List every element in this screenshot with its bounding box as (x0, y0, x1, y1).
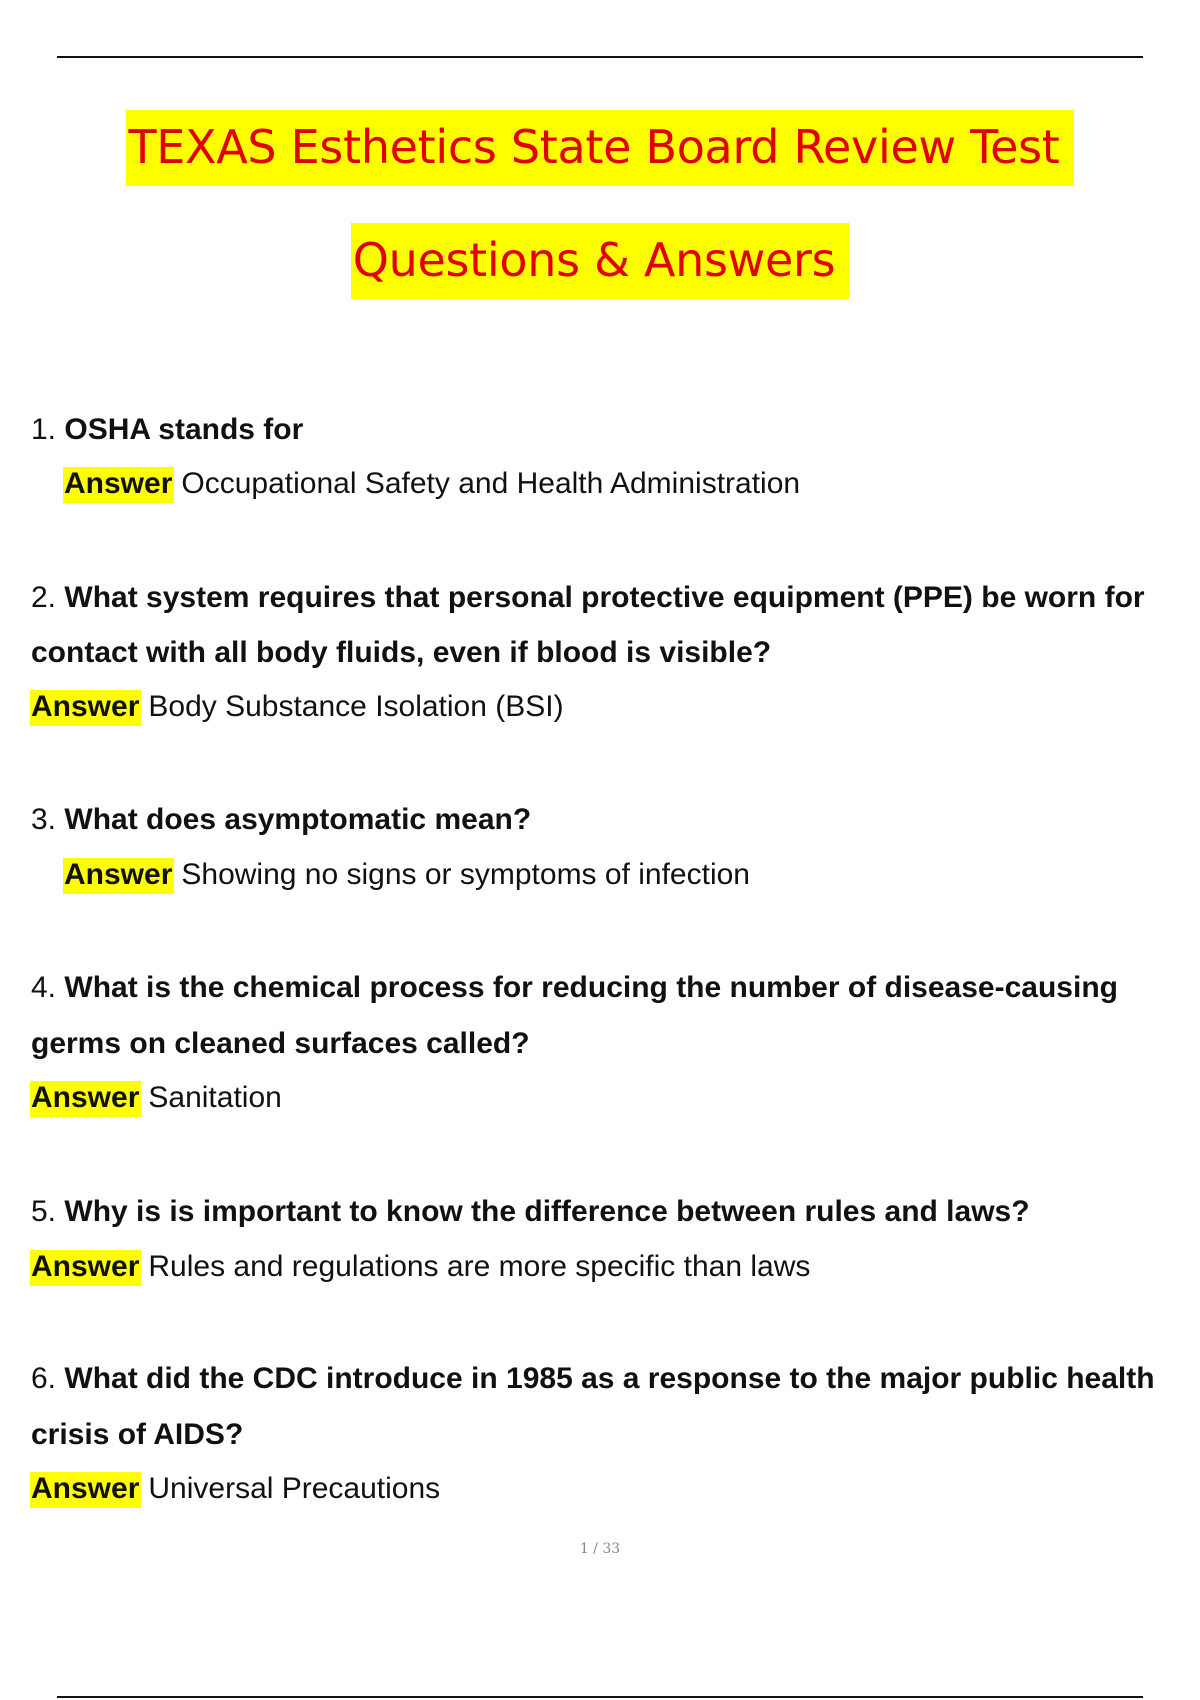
title-line-2 (0, 223, 1200, 299)
question-2-line-2: contact with all body fluids, even if blood is visible? (31, 636, 772, 669)
answer-2: Answer Body Substance Isolation (BSI) (30, 690, 564, 726)
answer-label: Answer (63, 467, 174, 503)
question-6: 6. What did the CDC introduce in 1985 as a response to the major public health (31, 1362, 1155, 1395)
bottom-divider (57, 1696, 1143, 1698)
question-2: 2. What system requires that personal protective equipment (PPE) be worn for (31, 581, 1145, 614)
answer-4: Answer Sanitation (30, 1081, 282, 1117)
question-4-line-2: germs on cleaned surfaces called? (31, 1027, 530, 1060)
question-4: 4. What is the chemical process for reducing the number of disease-causing (31, 971, 1118, 1004)
document-title: TEXAS Esthetics State Board Review Test (126, 110, 1073, 186)
page-number: 1 / 33 (579, 1541, 621, 1557)
question-3: 3. What does asymptomatic mean? (31, 803, 532, 836)
answer-5: Answer Rules and regulations are more specific than laws (30, 1250, 810, 1286)
answer-6: Answer Universal Precautions (30, 1472, 440, 1508)
question-1: 1. OSHA stands for (31, 413, 304, 446)
top-divider (57, 56, 1143, 58)
answer-label: Answer (30, 1250, 141, 1286)
answer-label: Answer (63, 858, 174, 894)
answer-label: Answer (30, 1081, 141, 1117)
answer-1: Answer Occupational Safety and Health Administration (63, 467, 800, 503)
answer-3: Answer Showing no signs or symptoms of infection (63, 858, 750, 894)
title-line-1 (0, 110, 1200, 186)
question-5: 5. Why is is important to know the difference between rules and laws? (31, 1195, 1030, 1228)
answer-label: Answer (30, 690, 141, 726)
answer-label: Answer (30, 1472, 141, 1508)
question-6-line-2: crisis of AIDS? (31, 1418, 244, 1451)
document-subtitle: Questions & Answers (351, 223, 850, 299)
